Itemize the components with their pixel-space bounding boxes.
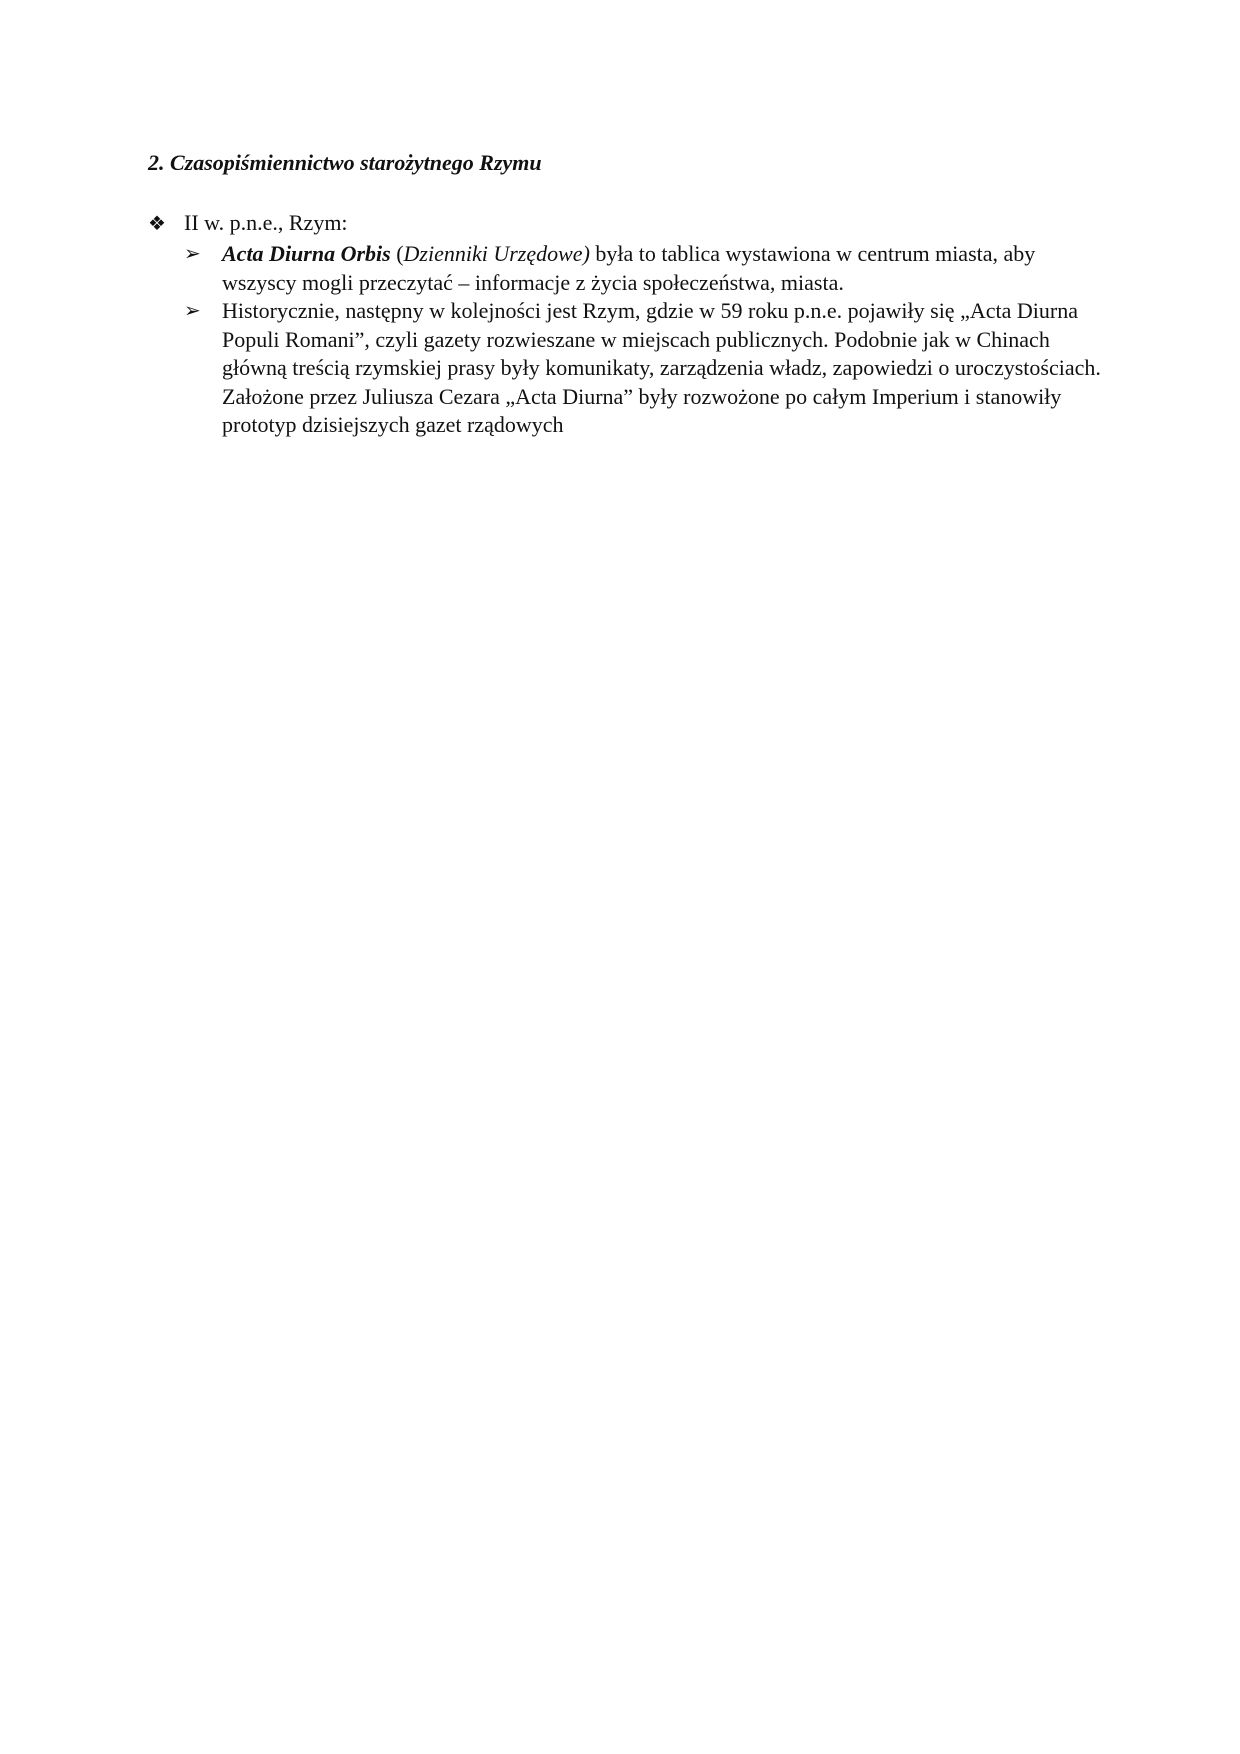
item-description: była to tablica wystawiona w centrum miasta, aby wszyscy mogli przeczytać – informacje z życia społeczeństwa, miasta. <box>222 241 1036 295</box>
term-translation: Dzienniki Urzędowe) <box>403 241 590 266</box>
arrow-bullet-icon: ➢ <box>184 300 201 322</box>
list-item-text <box>222 240 1104 297</box>
arrow-bullet-icon: ➢ <box>184 243 201 265</box>
section-heading: 2. Czasopiśmiennictwo starożytnego Rzymu <box>148 150 542 175</box>
level1-list-item <box>148 208 348 239</box>
diamond-bullet-icon: ❖ <box>148 213 166 235</box>
level2-list-item <box>184 297 1104 440</box>
term-title: Acta Diurna Orbis <box>222 241 391 266</box>
level1-item-label: II w. p.n.e., Rzym: <box>184 210 348 235</box>
list-item-text: Historycznie, następny w kolejności jest Rzym, gdzie w 59 roku p.n.e. pojawiły się „Acta Diurna Populi Romani”, czyli gazety rozwieszane w miejscach publicznych. Podobnie jak w Chinach główną treścią rzymskiej prasy były komunikaty, zarządzenia władz, zapowiedzi o uroczystościach. Założone przez Juliusza Cezara „Acta Diurna” były rozwożone po całym Imperium i stanowiły prototyp dzisiejszych gazet rządowych <box>222 298 1101 437</box>
paren-open: ( <box>390 241 404 266</box>
level2-list-item <box>184 240 1104 297</box>
